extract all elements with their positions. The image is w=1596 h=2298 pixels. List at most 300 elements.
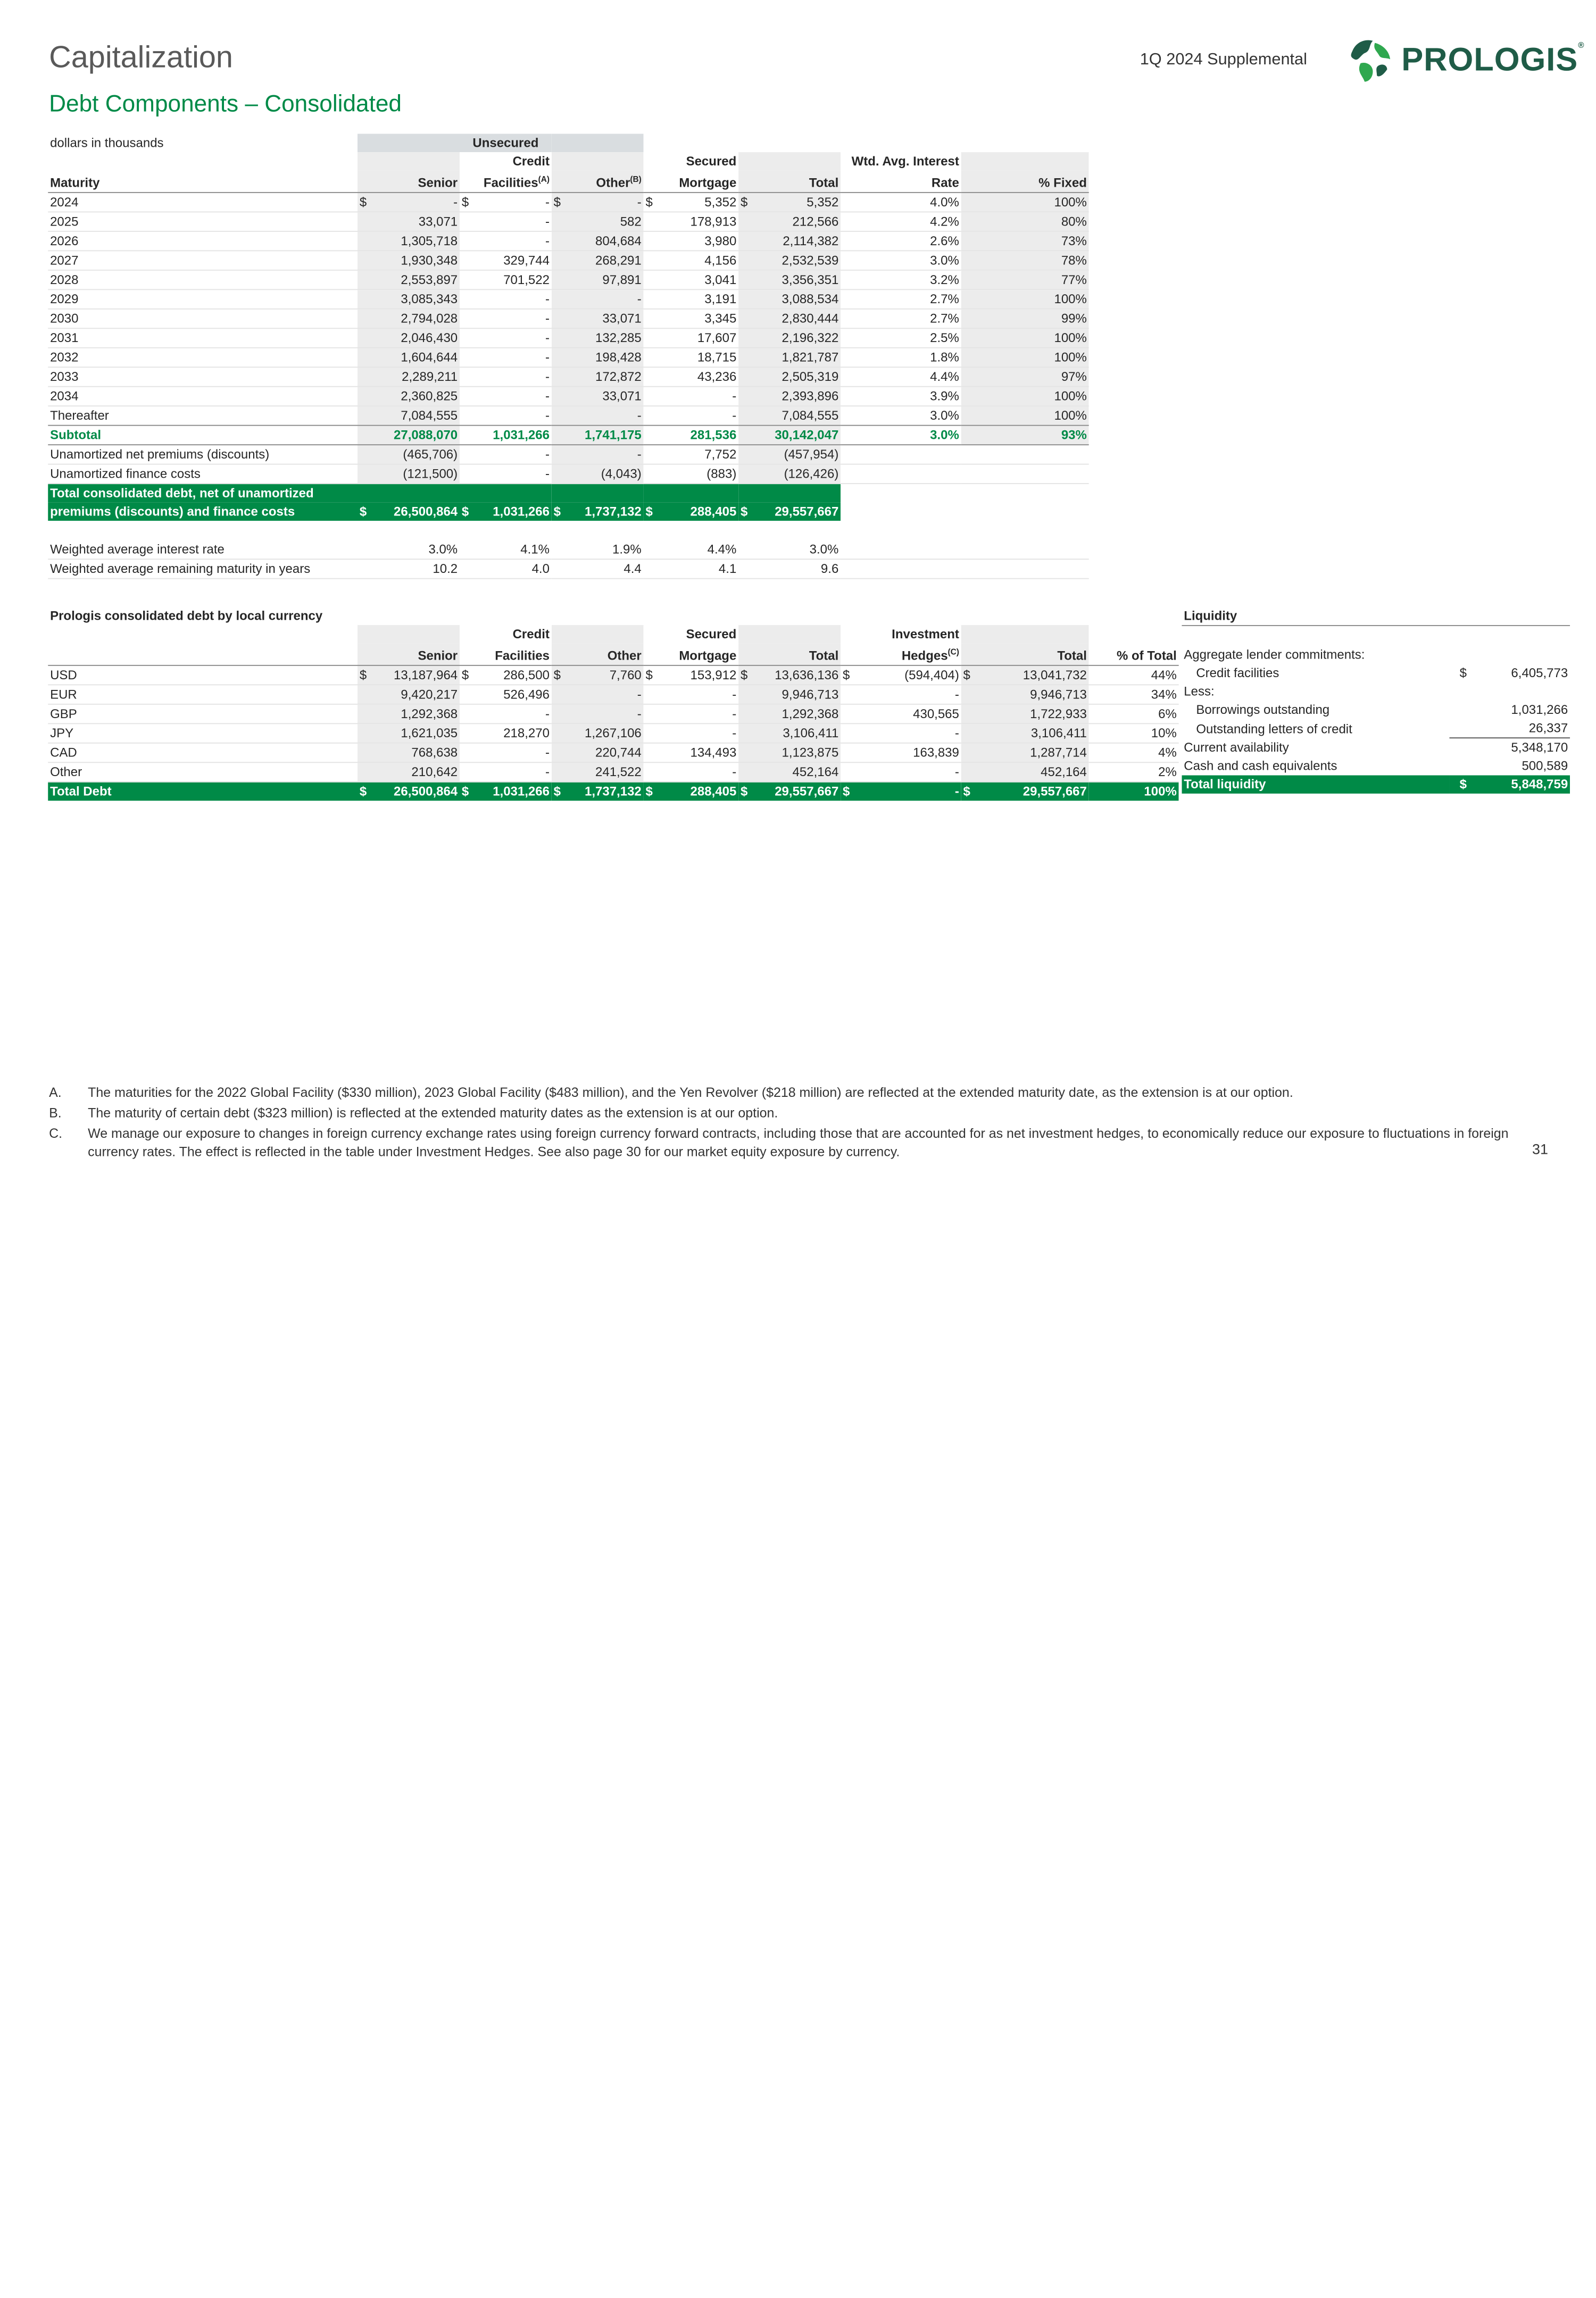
col-total: Total xyxy=(738,171,841,193)
cell-rate: 3.0% xyxy=(841,251,961,270)
cur-total-secured: 288,405 xyxy=(690,784,737,799)
subtotal-rate: 3.0% xyxy=(841,426,961,445)
col-credit-1: Credit xyxy=(512,154,550,169)
cell-senior: 2,553,897 xyxy=(358,270,460,289)
cur-cell-pct: 4% xyxy=(1089,743,1179,762)
cell-credit: 701,522 xyxy=(460,270,552,289)
table-row xyxy=(48,193,1088,212)
currency-code: CAD xyxy=(48,743,358,762)
cur-cell-other xyxy=(552,665,644,685)
finance-total: (126,426) xyxy=(738,464,841,484)
dollar-sign: $ xyxy=(741,784,748,799)
cell-secured: 3,041 xyxy=(644,270,739,289)
dollar-sign: $ xyxy=(963,668,970,682)
total-debt-total: 29,557,667 xyxy=(775,504,839,519)
cell-credit xyxy=(460,193,552,212)
cell-rate: 2.5% xyxy=(841,329,961,348)
cell-total: 1,821,787 xyxy=(738,348,841,367)
maturity-year: 2027 xyxy=(48,251,358,270)
subtotal-fixed: 93% xyxy=(961,426,1089,445)
cell-credit: - xyxy=(460,406,552,426)
cell-senior: 2,794,028 xyxy=(358,309,460,328)
finance-other: (4,043) xyxy=(552,464,644,484)
table-row xyxy=(48,231,1088,251)
dollar-sign: $ xyxy=(645,195,653,210)
total-debt-label-1: Total consolidated debt, net of unamortized xyxy=(48,484,358,503)
cur-cell-pct: 10% xyxy=(1089,724,1179,743)
cell-rate: 2.7% xyxy=(841,309,961,328)
col-credit-2: Facilities xyxy=(483,176,538,190)
cell-fixed: 100% xyxy=(961,329,1089,348)
footnote-text: The maturities for the 2022 Global Facility ($330 million), 2023 Global Facility ($483 million), and the Yen Revolver ($218 million) are reflected at the extended maturity date, as the extension is at our option. xyxy=(88,1085,1293,1100)
cell-fixed: 100% xyxy=(961,290,1089,309)
cur-total-senior: 26,500,864 xyxy=(394,784,458,799)
liq-letters-label: Outstanding letters of credit xyxy=(1196,721,1352,736)
company-logo xyxy=(1346,37,1585,86)
footnote-ref-a: (A) xyxy=(538,174,550,184)
cell-secured xyxy=(644,193,739,212)
footnote-ref-c: (C) xyxy=(947,647,959,657)
cell-total: 2,505,319 xyxy=(738,368,841,387)
cell-fixed: 78% xyxy=(961,251,1089,270)
maturity-year: Thereafter xyxy=(48,406,358,426)
cur-total-pct: 100% xyxy=(1089,782,1179,801)
cell-other: 804,684 xyxy=(552,231,644,251)
cur-total-total2: 29,557,667 xyxy=(1023,784,1087,799)
liquidity-title: Liquidity xyxy=(1182,606,1570,626)
currency-code: USD xyxy=(48,665,358,685)
cur-cell-other: - xyxy=(552,685,644,704)
subtotal-label: Subtotal xyxy=(48,426,358,445)
cur-cell-credit: - xyxy=(460,743,552,762)
cell-credit-value: - xyxy=(545,195,550,210)
total-debt-row-label: Total Debt xyxy=(48,782,358,801)
liq-aggregate-label: Aggregate lender commitments: xyxy=(1184,647,1365,662)
table-row xyxy=(48,329,1088,348)
footnote xyxy=(49,1084,1540,1102)
cell-fixed: 80% xyxy=(961,212,1089,231)
liq-cash-value: 500,589 xyxy=(1522,759,1568,773)
liq-less-label: Less: xyxy=(1184,684,1215,699)
cell-credit: - xyxy=(460,368,552,387)
cell-senior: 33,071 xyxy=(358,212,460,231)
total-debt-other: 1,737,132 xyxy=(584,504,642,519)
cur-cell-total: 3,106,411 xyxy=(738,724,841,743)
premiums-other: - xyxy=(552,445,644,464)
total-debt-secured: 288,405 xyxy=(690,504,737,519)
cell-fixed: 77% xyxy=(961,270,1089,289)
cell-fixed: 73% xyxy=(961,231,1089,251)
cur-col-other: Other xyxy=(552,644,644,666)
subtotal-credit: 1,031,266 xyxy=(460,426,552,445)
dollar-sign: $ xyxy=(645,504,653,519)
cur-cell-total: 1,123,875 xyxy=(738,743,841,762)
cur-cell-senior: 1,292,368 xyxy=(358,704,460,723)
cell-fixed: 100% xyxy=(961,406,1089,426)
cell-senior: 1,305,718 xyxy=(358,231,460,251)
maturity-year: 2025 xyxy=(48,212,358,231)
col-senior: Senior xyxy=(358,171,460,193)
maturity-year: 2029 xyxy=(48,290,358,309)
cur-cell-secured: - xyxy=(644,704,739,723)
cell-secured: 18,715 xyxy=(644,348,739,367)
table-row xyxy=(48,685,1178,704)
table-row xyxy=(48,309,1088,328)
cell-credit: - xyxy=(460,348,552,367)
col-secured-1: Secured xyxy=(686,154,737,169)
dollar-sign: $ xyxy=(645,668,653,682)
dollar-sign: $ xyxy=(359,195,367,210)
subtotal-other: 1,741,175 xyxy=(552,426,644,445)
cur-cell-total-value: 13,636,136 xyxy=(775,668,839,682)
cur-col-total: Total xyxy=(738,644,841,666)
finance-credit: - xyxy=(460,464,552,484)
maturity-year: 2031 xyxy=(48,329,358,348)
col-maturity: Maturity xyxy=(48,171,358,193)
liq-credit-value: 6,405,773 xyxy=(1511,665,1568,680)
cur-col-credit-2: Facilities xyxy=(460,644,552,666)
cell-other: 132,285 xyxy=(552,329,644,348)
cell-rate: 4.4% xyxy=(841,368,961,387)
premiums-total: (457,954) xyxy=(738,445,841,464)
dollar-sign: $ xyxy=(461,195,469,210)
liq-avail-value: 5,348,170 xyxy=(1511,740,1568,755)
cur-cell-secured xyxy=(644,665,739,685)
maturity-year: 2034 xyxy=(48,387,358,406)
dollar-sign: $ xyxy=(741,504,748,519)
cell-fixed: 97% xyxy=(961,368,1089,387)
currency-code: GBP xyxy=(48,704,358,723)
cell-fixed: 99% xyxy=(961,309,1089,328)
table-row xyxy=(48,704,1178,723)
footnote-label: B. xyxy=(49,1105,62,1121)
cur-cell-total: 9,946,713 xyxy=(738,685,841,704)
warm-senior: 10.2 xyxy=(358,560,460,579)
cur-col-credit-1: Credit xyxy=(512,627,550,642)
cur-cell-other: 241,522 xyxy=(552,763,644,782)
cur-col-hedges-2: Hedges xyxy=(901,648,948,663)
cell-rate: 2.7% xyxy=(841,290,961,309)
cell-credit: 329,744 xyxy=(460,251,552,270)
warm-total: 9.6 xyxy=(738,560,841,579)
cell-other: 198,428 xyxy=(552,348,644,367)
col-secured-2: Mortgage xyxy=(644,171,739,193)
cur-cell-hedges: - xyxy=(841,724,961,743)
finance-label: Unamortized finance costs xyxy=(48,464,358,484)
cell-other: - xyxy=(552,406,644,426)
cell-rate: 4.0% xyxy=(841,193,961,212)
cur-col-total2: Total xyxy=(961,644,1089,666)
cell-fixed: 100% xyxy=(961,387,1089,406)
cell-rate: 3.2% xyxy=(841,270,961,289)
cur-cell-secured: - xyxy=(644,685,739,704)
maturity-year: 2030 xyxy=(48,309,358,328)
cell-rate: 3.9% xyxy=(841,387,961,406)
table-row xyxy=(48,251,1088,270)
cell-senior: 2,289,211 xyxy=(358,368,460,387)
cell-other: 33,071 xyxy=(552,309,644,328)
warm-secured: 4.1 xyxy=(644,560,739,579)
warm-credit: 4.0 xyxy=(460,560,552,579)
cur-cell-senior: 9,420,217 xyxy=(358,685,460,704)
cell-secured: 17,607 xyxy=(644,329,739,348)
cur-cell-total2: 1,722,933 xyxy=(961,704,1089,723)
cur-cell-secured: 134,493 xyxy=(644,743,739,762)
dollar-sign: $ xyxy=(741,195,748,210)
page-number: 31 xyxy=(1532,1140,1548,1158)
cell-secured: 43,236 xyxy=(644,368,739,387)
cur-cell-hedges: - xyxy=(841,763,961,782)
dollar-sign: $ xyxy=(645,784,653,799)
cell-other: 97,891 xyxy=(552,270,644,289)
liq-cash-label: Cash and cash equivalents xyxy=(1184,759,1337,773)
cell-secured: 3,980 xyxy=(644,231,739,251)
currency-code: EUR xyxy=(48,685,358,704)
cur-cell-senior: 768,638 xyxy=(358,743,460,762)
cur-cell-pct: 34% xyxy=(1089,685,1179,704)
cell-secured: 3,191 xyxy=(644,290,739,309)
cur-cell-hedges: - xyxy=(841,685,961,704)
dollar-sign: $ xyxy=(741,668,748,682)
col-rate-2: Rate xyxy=(841,171,961,193)
footnote-label: A. xyxy=(49,1085,62,1100)
currency-debt-table xyxy=(48,606,1178,801)
cell-senior: 1,604,644 xyxy=(358,348,460,367)
cur-total-credit: 1,031,266 xyxy=(493,784,550,799)
premiums-label: Unamortized net premiums (discounts) xyxy=(48,445,358,464)
cell-senior: 1,930,348 xyxy=(358,251,460,270)
dollar-sign: $ xyxy=(359,784,367,799)
dollar-sign: $ xyxy=(359,504,367,519)
cell-other xyxy=(552,193,644,212)
cell-total: 2,393,896 xyxy=(738,387,841,406)
dollar-sign: $ xyxy=(843,668,850,682)
cell-rate: 1.8% xyxy=(841,348,961,367)
cur-col-pct: % of Total xyxy=(1089,644,1179,666)
cell-total: 212,566 xyxy=(738,212,841,231)
dollar-sign: $ xyxy=(963,784,970,799)
footnote-text: The maturity of certain debt ($323 million) is reflected at the extended maturity dates as the extension is at our option. xyxy=(88,1105,778,1121)
cur-cell-pct: 44% xyxy=(1089,665,1179,685)
cur-cell-other: 1,267,106 xyxy=(552,724,644,743)
cell-other-value: - xyxy=(637,195,642,210)
cell-other: 582 xyxy=(552,212,644,231)
dollar-sign: $ xyxy=(461,504,469,519)
currency-table-title: Prologis consolidated debt by local currency xyxy=(50,609,323,623)
liq-avail-label: Current availability xyxy=(1184,740,1289,755)
cell-credit: - xyxy=(460,309,552,328)
cell-credit: - xyxy=(460,231,552,251)
cur-cell-total2-value: 13,041,732 xyxy=(1023,668,1087,682)
col-fixed: % Fixed xyxy=(961,171,1089,193)
cur-total-other: 1,737,132 xyxy=(584,784,642,799)
footnote-text: We manage our exposure to changes in foreign currency exchange rates using foreign currency forward contracts, including those that are accounted for as net investment hedges, to economically reduce our exposure to fluctuations in foreign currency rates. The effect is reflected in the table under Investment Hedges. See also page 30 for our market equity exposure by currency. xyxy=(88,1125,1509,1160)
warm-other: 4.4 xyxy=(552,560,644,579)
cur-cell-credit: - xyxy=(460,704,552,723)
wair-credit: 4.1% xyxy=(460,540,552,560)
cell-total xyxy=(738,193,841,212)
cell-fixed: 100% xyxy=(961,193,1089,212)
cur-cell-other-value: 7,760 xyxy=(609,668,642,682)
cell-secured-value: 5,352 xyxy=(704,195,737,210)
cell-total: 7,084,555 xyxy=(738,406,841,426)
cell-secured: 178,913 xyxy=(644,212,739,231)
total-debt-credit: 1,031,266 xyxy=(493,504,550,519)
dollar-sign: $ xyxy=(553,668,561,682)
maturity-year: 2026 xyxy=(48,231,358,251)
cell-rate: 2.6% xyxy=(841,231,961,251)
cell-rate: 3.0% xyxy=(841,406,961,426)
report-label: 1Q 2024 Supplemental xyxy=(1140,51,1307,69)
cur-col-hedges-1: Investment xyxy=(892,627,959,642)
cell-senior: 2,360,825 xyxy=(358,387,460,406)
cur-cell-senior-value: 13,187,964 xyxy=(394,668,458,682)
cell-senior: 7,084,555 xyxy=(358,406,460,426)
cur-cell-other: 220,744 xyxy=(552,743,644,762)
cell-secured: 4,156 xyxy=(644,251,739,270)
total-debt-senior: 26,500,864 xyxy=(394,504,458,519)
cell-credit: - xyxy=(460,329,552,348)
dollar-sign: $ xyxy=(553,195,561,210)
cell-other: 172,872 xyxy=(552,368,644,387)
page-subtitle: Debt Components – Consolidated xyxy=(49,89,402,116)
table-row xyxy=(48,724,1178,743)
table-row xyxy=(48,270,1088,289)
cur-cell-secured: - xyxy=(644,724,739,743)
finance-secured: (883) xyxy=(644,464,739,484)
maturity-year: 2033 xyxy=(48,368,358,387)
liq-borrow-value: 1,031,266 xyxy=(1511,702,1568,717)
debt-maturity-table xyxy=(48,134,1088,579)
dollar-sign: $ xyxy=(1459,665,1467,680)
premiums-secured: 7,752 xyxy=(644,445,739,464)
dollar-sign: $ xyxy=(359,668,367,682)
cur-cell-credit: - xyxy=(460,763,552,782)
subtotal-secured: 281,536 xyxy=(644,426,739,445)
cell-total: 2,532,539 xyxy=(738,251,841,270)
cell-other: - xyxy=(552,290,644,309)
cur-col-senior: Senior xyxy=(358,644,460,666)
dollar-sign: $ xyxy=(461,784,469,799)
cell-senior: 3,085,343 xyxy=(358,290,460,309)
liq-credit-label: Credit facilities xyxy=(1196,665,1279,680)
cur-col-secured-1: Secured xyxy=(686,627,737,642)
col-other: Other xyxy=(596,176,630,190)
cell-senior-value: - xyxy=(453,195,458,210)
cur-cell-total2: 3,106,411 xyxy=(961,724,1089,743)
currency-code: JPY xyxy=(48,724,358,743)
cur-cell-secured-value: 153,912 xyxy=(690,668,737,682)
dollar-sign: $ xyxy=(843,784,850,799)
cell-secured: - xyxy=(644,406,739,426)
cur-cell-total: 1,292,368 xyxy=(738,704,841,723)
subtotal-senior: 27,088,070 xyxy=(358,426,460,445)
dollar-sign: $ xyxy=(461,668,469,682)
cur-cell-credit: 526,496 xyxy=(460,685,552,704)
table-row xyxy=(48,665,1178,685)
cell-total: 2,196,322 xyxy=(738,329,841,348)
cur-cell-hedges: 163,839 xyxy=(841,743,961,762)
cur-cell-hedges xyxy=(841,665,961,685)
maturity-year: 2028 xyxy=(48,270,358,289)
cell-total-value: 5,352 xyxy=(807,195,839,210)
units-label: dollars in thousands xyxy=(50,136,164,151)
maturity-year: 2024 xyxy=(48,193,358,212)
maturity-year: 2032 xyxy=(48,348,358,367)
col-rate-1: Wtd. Avg. Interest xyxy=(851,154,959,169)
cell-secured: 3,345 xyxy=(644,309,739,328)
cell-fixed: 100% xyxy=(961,348,1089,367)
table-row xyxy=(48,368,1088,387)
wair-secured: 4.4% xyxy=(644,540,739,560)
cell-total: 2,114,382 xyxy=(738,231,841,251)
liq-total-value: 5,848,759 xyxy=(1511,777,1568,792)
cur-cell-total2: 452,164 xyxy=(961,763,1089,782)
cur-cell-total2: 9,946,713 xyxy=(961,685,1089,704)
wair-total: 3.0% xyxy=(738,540,841,560)
table-row xyxy=(48,212,1088,231)
cur-cell-total2: 1,287,714 xyxy=(961,743,1089,762)
cur-total-total: 29,557,667 xyxy=(775,784,839,799)
liq-borrow-label: Borrowings outstanding xyxy=(1196,702,1330,717)
cur-cell-hedges-value: (594,404) xyxy=(904,668,959,682)
cell-total: 2,830,444 xyxy=(738,309,841,328)
cell-credit: - xyxy=(460,290,552,309)
premiums-senior: (465,706) xyxy=(358,445,460,464)
table-row xyxy=(48,406,1088,426)
liq-letters-value: 26,337 xyxy=(1449,719,1570,738)
table-row xyxy=(48,387,1088,406)
cell-rate: 4.2% xyxy=(841,212,961,231)
footnotes xyxy=(49,1084,1540,1163)
cell-credit: - xyxy=(460,387,552,406)
table-row xyxy=(48,743,1178,762)
liquidity-table xyxy=(1182,606,1570,793)
cell-senior: 2,046,430 xyxy=(358,329,460,348)
cur-col-secured-2: Mortgage xyxy=(644,644,739,666)
footnote xyxy=(49,1125,1540,1161)
wair-other: 1.9% xyxy=(552,540,644,560)
dollar-sign: $ xyxy=(553,504,561,519)
cell-secured: - xyxy=(644,387,739,406)
cur-cell-credit: 218,270 xyxy=(460,724,552,743)
finance-senior: (121,500) xyxy=(358,464,460,484)
cur-cell-credit xyxy=(460,665,552,685)
dollar-sign: $ xyxy=(553,784,561,799)
wair-senior: 3.0% xyxy=(358,540,460,560)
cur-cell-secured: - xyxy=(644,763,739,782)
cell-total: 3,356,351 xyxy=(738,270,841,289)
dollar-sign: $ xyxy=(1459,777,1467,792)
globe-icon xyxy=(1346,37,1393,84)
cell-other: 268,291 xyxy=(552,251,644,270)
table-row xyxy=(48,348,1088,367)
footnote-label: C. xyxy=(49,1125,63,1141)
cur-cell-total2 xyxy=(961,665,1089,685)
cur-cell-senior: 1,621,035 xyxy=(358,724,460,743)
premiums-credit: - xyxy=(460,445,552,464)
subtotal-total: 30,142,047 xyxy=(738,426,841,445)
wair-label: Weighted average interest rate xyxy=(48,540,358,560)
liq-total-label: Total liquidity xyxy=(1182,775,1449,794)
cur-cell-pct: 2% xyxy=(1089,763,1179,782)
cur-cell-pct: 6% xyxy=(1089,704,1179,723)
unsecured-group-label: Unsecured xyxy=(460,134,552,153)
cur-cell-total xyxy=(738,665,841,685)
warm-label: Weighted average remaining maturity in years xyxy=(48,560,358,579)
currency-code: Other xyxy=(48,763,358,782)
cur-cell-senior xyxy=(358,665,460,685)
